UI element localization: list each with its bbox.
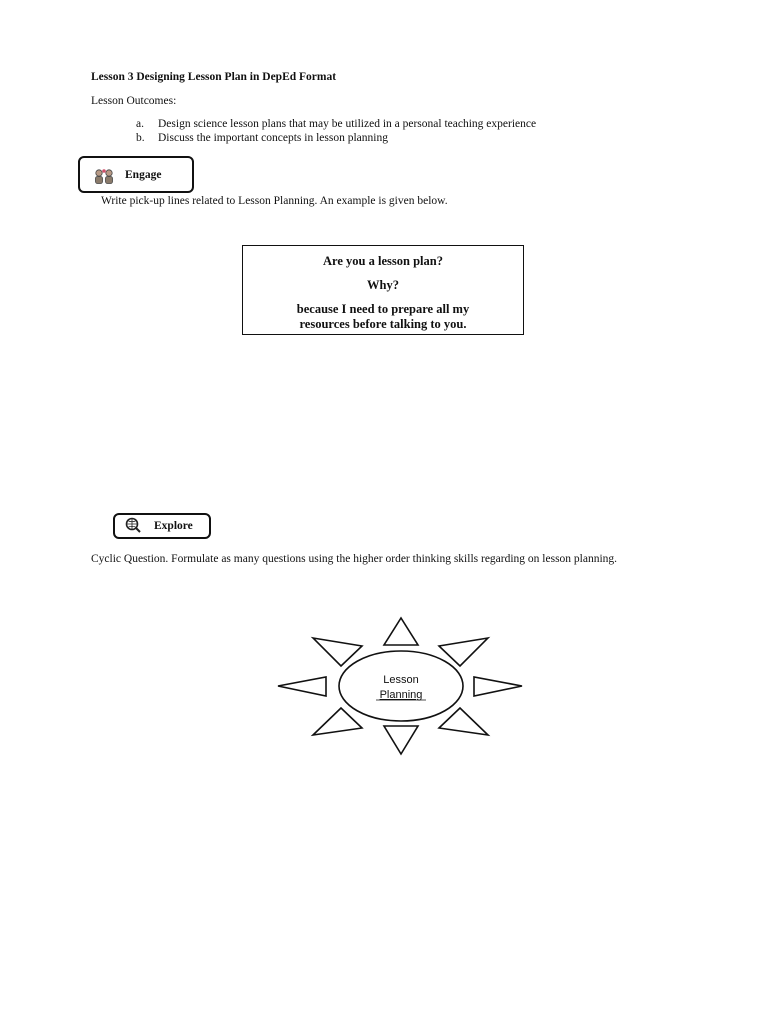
sun-ray-bottom-left — [313, 708, 362, 735]
pickup-line-question: Are you a lesson plan? — [323, 254, 443, 268]
sun-ray-bottom-right — [439, 708, 488, 735]
engage-label: Engage — [125, 168, 162, 181]
engage-instruction: Write pick-up lines related to Lesson Planning. An example is given below. — [101, 195, 448, 207]
pickup-line-answer — [243, 302, 523, 332]
pickup-line-answer-1: because I need to prepare all my — [296, 302, 470, 316]
outcome-letter: b. — [136, 132, 145, 144]
pickup-line-example — [242, 245, 524, 335]
sun-ray-left — [278, 677, 326, 696]
center-ellipse — [339, 651, 463, 721]
sun-ray-top-left — [313, 638, 362, 666]
outcome-text: Discuss the important concepts in lesson planning — [158, 132, 388, 144]
pickup-line-why: Why? — [367, 278, 399, 292]
outcome-item — [136, 118, 536, 130]
cyclic-question-diagram — [270, 610, 530, 760]
sun-ray-top — [384, 618, 418, 645]
outcome-text: Design science lesson plans that may be utilized in a personal teaching experience — [158, 118, 537, 130]
center-label-line2: Planning — [379, 689, 423, 701]
lesson-title: Lesson 3 Designing Lesson Plan in DepEd Format — [91, 71, 337, 83]
explore-label: Explore — [154, 520, 193, 532]
outcome-letter: a. — [136, 118, 144, 130]
center-label-line1: Lesson — [383, 674, 419, 686]
explore-badge — [113, 513, 211, 539]
sun-ray-bottom — [384, 726, 418, 754]
engage-badge — [78, 156, 194, 193]
outcomes-label: Lesson Outcomes: — [91, 95, 177, 107]
outcome-item — [136, 132, 388, 144]
explore-instruction: Cyclic Question. Formulate as many questions using the higher order thinking skills regarding on lesson planning. — [91, 553, 618, 565]
sun-ray-right — [474, 677, 522, 696]
students-icon — [93, 167, 115, 188]
magnifier-globe-icon — [124, 517, 142, 536]
pickup-line-answer-2: resources before talking to you. — [299, 317, 467, 331]
